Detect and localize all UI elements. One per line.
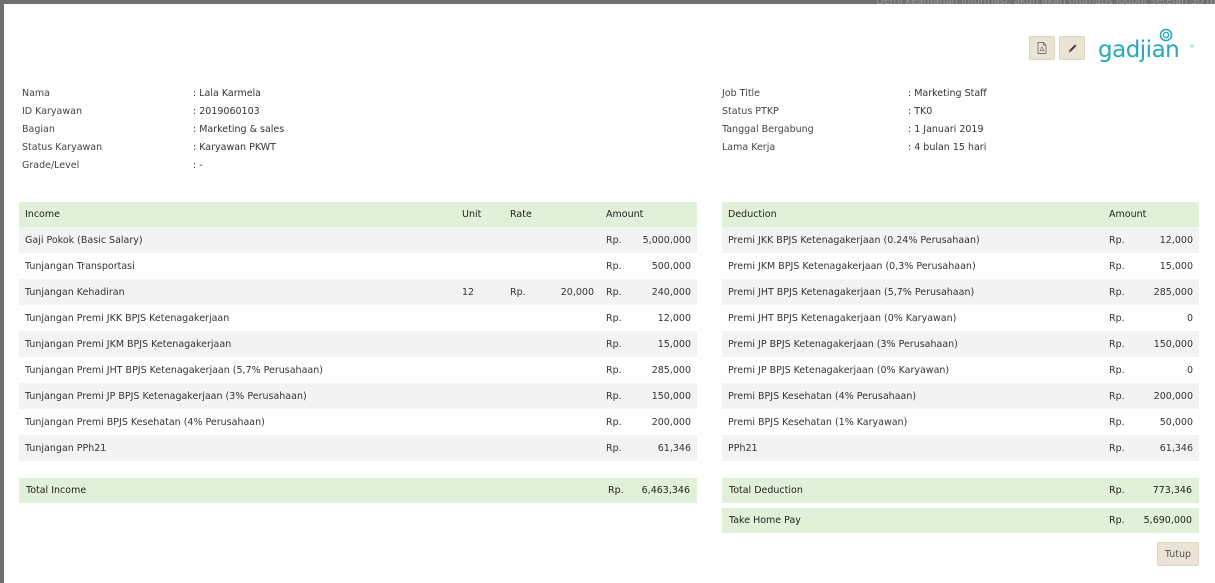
deduction-currency: Rp. — [1103, 357, 1131, 383]
table-row — [722, 409, 1199, 435]
info-label: Lama Kerja — [722, 141, 776, 153]
income-rate-currency — [504, 409, 534, 435]
income-rate-currency — [504, 305, 534, 331]
info-label: Nama — [22, 87, 51, 99]
info-label: ID Karyawan — [22, 105, 82, 117]
info-row-id-karyawan — [22, 102, 442, 120]
income-name: Tunjangan PPh21 — [19, 435, 456, 461]
info-value: : 1 Januari 2019 — [908, 123, 984, 135]
deduction-currency: Rp. — [1103, 435, 1131, 461]
income-name: Gaji Pokok (Basic Salary) — [19, 227, 456, 253]
income-amount: 240,000 — [628, 279, 697, 305]
table-row — [19, 279, 697, 305]
income-rate-currency — [504, 331, 534, 357]
total-deduction-label: Total Deduction — [729, 485, 803, 496]
info-row-grade-level — [22, 156, 442, 174]
take-home-pay-amount: 5,690,000 — [1143, 515, 1192, 526]
info-value: : Marketing & sales — [193, 123, 285, 135]
close-button[interactable]: Tutup — [1157, 542, 1199, 566]
income-rate-currency — [504, 435, 534, 461]
info-row-lama-kerja — [722, 138, 1142, 156]
income-unit — [456, 331, 504, 357]
deduction-name: PPh21 — [722, 435, 1103, 461]
income-name: Tunjangan Premi BPJS Kesehatan (4% Perusahaan) — [19, 409, 456, 435]
info-row-status-karyawan — [22, 138, 442, 156]
deduction-table — [722, 202, 1199, 461]
pencil-icon — [1067, 43, 1078, 54]
info-value: : Marketing Staff — [908, 87, 987, 99]
info-value: : 2019060103 — [193, 105, 260, 117]
income-header-name: Income — [19, 202, 456, 227]
income-amount: 15,000 — [628, 331, 697, 357]
income-rate: 20,000 — [534, 279, 600, 305]
info-value: : 4 bulan 15 hari — [908, 141, 987, 153]
income-name: Tunjangan Premi JKK BPJS Ketenagakerjaan — [19, 305, 456, 331]
info-label: Status PTKP — [722, 105, 779, 117]
table-row — [722, 227, 1199, 253]
deduction-currency: Rp. — [1103, 383, 1131, 409]
deduction-amount: 200,000 — [1131, 383, 1199, 409]
income-unit — [456, 435, 504, 461]
income-currency: Rp. — [600, 305, 628, 331]
income-rate-currency: Rp. — [504, 279, 534, 305]
deduction-name: Premi BPJS Kesehatan (4% Perusahaan) — [722, 383, 1103, 409]
table-row — [19, 409, 697, 435]
table-row — [19, 253, 697, 279]
toolbar — [1029, 36, 1085, 60]
table-row — [19, 227, 697, 253]
gadjian-logo — [1098, 26, 1194, 64]
total-income-currency: Rp. — [608, 485, 624, 496]
income-unit — [456, 253, 504, 279]
total-income-amount: 6,463,346 — [641, 485, 690, 496]
income-rate — [534, 435, 600, 461]
income-amount: 150,000 — [628, 383, 697, 409]
income-currency: Rp. — [600, 409, 628, 435]
info-label: Bagian — [22, 123, 55, 135]
deduction-name: Premi JKK BPJS Ketenagakerjaan (0.24% Perusahaan) — [722, 227, 1103, 253]
total-deduction-currency: Rp. — [1109, 485, 1125, 496]
take-home-pay-label: Take Home Pay — [729, 515, 801, 526]
income-currency: Rp. — [600, 331, 628, 357]
info-value: : TK0 — [908, 105, 933, 117]
income-currency: Rp. — [600, 227, 628, 253]
deduction-name: Premi BPJS Kesehatan (1% Karyawan) — [722, 409, 1103, 435]
income-rate-currency — [504, 253, 534, 279]
table-row — [19, 435, 697, 461]
income-name: Tunjangan Premi JHT BPJS Ketenagakerjaan (5,7% Perusahaan) — [19, 357, 456, 383]
pdf-file-icon — [1037, 42, 1047, 54]
info-label: Tanggal Bergabung — [722, 123, 814, 135]
table-row — [722, 279, 1199, 305]
info-label: Grade/Level — [22, 159, 80, 171]
income-amount: 12,000 — [628, 305, 697, 331]
logo-text: gadjian — [1098, 37, 1180, 63]
income-rate-currency — [504, 357, 534, 383]
deduction-name: Premi JHT BPJS Ketenagakerjaan (0% Karyawan) — [722, 305, 1103, 331]
deduction-currency: Rp. — [1103, 305, 1131, 331]
deduction-header-name: Deduction — [722, 202, 1103, 227]
deduction-header-row — [722, 202, 1199, 227]
income-amount: 200,000 — [628, 409, 697, 435]
table-row — [722, 357, 1199, 383]
total-income-row — [19, 478, 697, 503]
income-name: Tunjangan Kehadiran — [19, 279, 456, 305]
income-unit — [456, 227, 504, 253]
income-header-rate: Rate — [504, 202, 600, 227]
income-rate-currency — [504, 227, 534, 253]
income-rate — [534, 357, 600, 383]
total-deduction-amount: 773,346 — [1152, 485, 1192, 496]
deduction-amount: 15,000 — [1131, 253, 1199, 279]
payslip-modal — [4, 4, 1215, 583]
income-rate — [534, 383, 600, 409]
info-value: : Lala Karmela — [193, 87, 261, 99]
income-rate-currency — [504, 383, 534, 409]
deduction-amount: 50,000 — [1131, 409, 1199, 435]
info-value: : - — [193, 159, 203, 171]
table-row — [722, 253, 1199, 279]
income-unit — [456, 383, 504, 409]
deduction-currency: Rp. — [1103, 253, 1131, 279]
income-table — [19, 202, 697, 461]
info-row-status-ptkp — [722, 102, 1142, 120]
total-deduction-row — [722, 478, 1199, 503]
info-row-job-title — [722, 84, 1142, 102]
deduction-currency: Rp. — [1103, 279, 1131, 305]
income-unit — [456, 357, 504, 383]
info-label: Status Karyawan — [22, 141, 103, 153]
table-row — [722, 305, 1199, 331]
deduction-currency: Rp. — [1103, 227, 1131, 253]
deduction-amount: 0 — [1131, 357, 1199, 383]
income-unit — [456, 305, 504, 331]
total-income-label: Total Income — [26, 485, 87, 496]
income-header-amount: Amount — [600, 202, 697, 227]
deduction-amount: 285,000 — [1131, 279, 1199, 305]
income-currency: Rp. — [600, 383, 628, 409]
income-amount: 5,000,000 — [628, 227, 697, 253]
deduction-name: Premi JHT BPJS Ketenagakerjaan (5,7% Perusahaan) — [722, 279, 1103, 305]
info-row-tanggal-bergabung — [722, 120, 1142, 138]
income-name: Tunjangan Transportasi — [19, 253, 456, 279]
income-currency: Rp. — [600, 435, 628, 461]
income-currency: Rp. — [600, 357, 628, 383]
info-row-nama — [22, 84, 442, 102]
table-row — [722, 331, 1199, 357]
employee-info-right — [722, 84, 1142, 156]
info-value: : Karyawan PKWT — [193, 141, 276, 153]
table-row — [19, 383, 697, 409]
deduction-name: Premi JP BPJS Ketenagakerjaan (0% Karyawan) — [722, 357, 1103, 383]
income-name: Tunjangan Premi JKM BPJS Ketenagakerjaan — [19, 331, 456, 357]
income-header-unit: Unit — [456, 202, 504, 227]
take-home-pay-currency: Rp. — [1109, 515, 1125, 526]
deduction-currency: Rp. — [1103, 331, 1131, 357]
deduction-amount: 61,346 — [1131, 435, 1199, 461]
income-rate — [534, 227, 600, 253]
deduction-amount: 0 — [1131, 305, 1199, 331]
deduction-name: Premi JP BPJS Ketenagakerjaan (3% Perusahaan) — [722, 331, 1103, 357]
deduction-name: Premi JKM BPJS Ketenagakerjaan (0,3% Perusahaan) — [722, 253, 1103, 279]
income-rate — [534, 305, 600, 331]
table-row — [19, 357, 697, 383]
deduction-header-amount: Amount — [1103, 202, 1199, 227]
income-name: Tunjangan Premi JP BPJS Ketenagakerjaan (3% Perusahaan) — [19, 383, 456, 409]
income-amount: 500,000 — [628, 253, 697, 279]
info-label: Job Title — [722, 87, 761, 99]
edit-button[interactable] — [1059, 36, 1085, 60]
deduction-currency: Rp. — [1103, 409, 1131, 435]
take-home-pay-row — [722, 508, 1199, 533]
deduction-amount: 12,000 — [1131, 227, 1199, 253]
info-row-bagian — [22, 120, 442, 138]
table-row — [722, 383, 1199, 409]
income-rate — [534, 409, 600, 435]
income-header-row — [19, 202, 697, 227]
income-currency: Rp. — [600, 279, 628, 305]
income-amount: 61,346 — [628, 435, 697, 461]
income-currency: Rp. — [600, 253, 628, 279]
download-pdf-button[interactable] — [1029, 36, 1055, 60]
income-unit — [456, 409, 504, 435]
table-row — [19, 331, 697, 357]
table-row — [19, 305, 697, 331]
deduction-amount: 150,000 — [1131, 331, 1199, 357]
income-rate — [534, 331, 600, 357]
table-row — [722, 435, 1199, 461]
employee-info-left — [22, 84, 442, 174]
income-unit: 12 — [456, 279, 504, 305]
income-rate — [534, 253, 600, 279]
income-amount: 285,000 — [628, 357, 697, 383]
